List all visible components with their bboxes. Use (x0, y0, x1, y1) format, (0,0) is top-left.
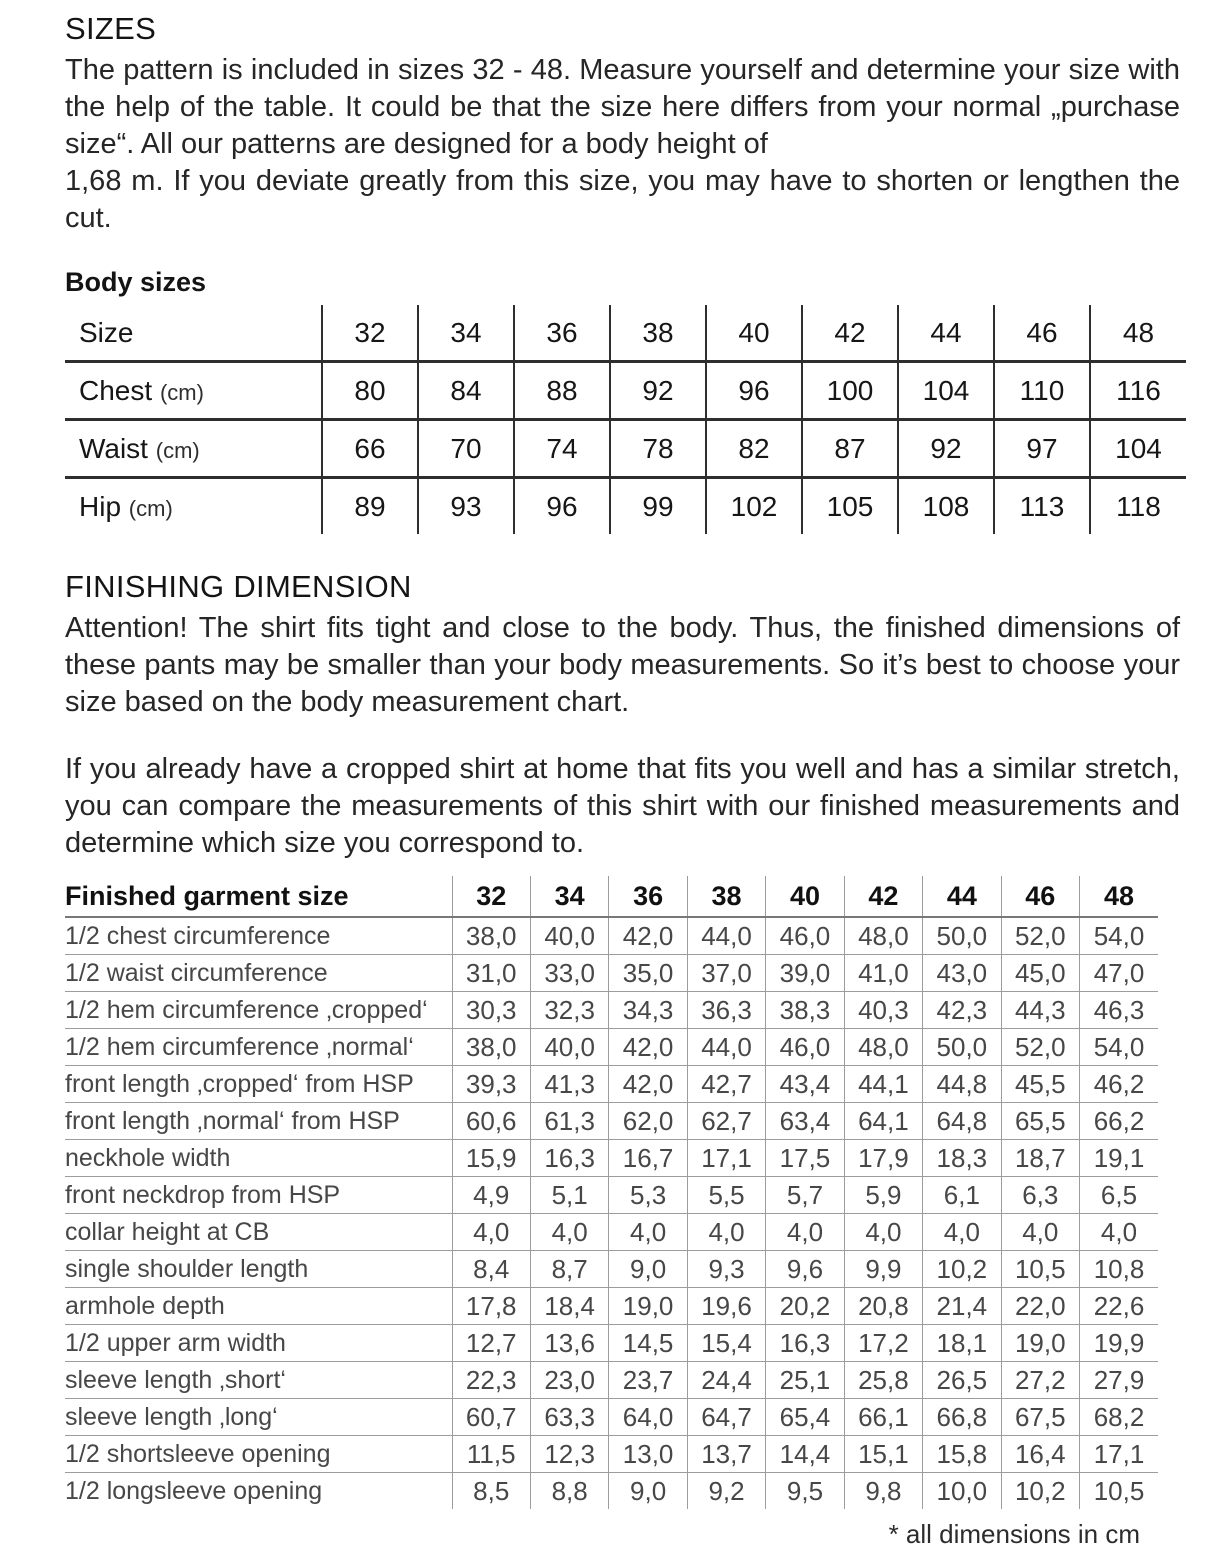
value-cell: 43,0 (923, 955, 1001, 992)
value-cell: 16,7 (609, 1140, 687, 1177)
value-cell: 66,1 (844, 1399, 922, 1436)
value-cell: 15,8 (923, 1436, 1001, 1473)
value-cell: 27,2 (1001, 1362, 1079, 1399)
value-cell: 9,6 (766, 1251, 844, 1288)
value-cell: 50,0 (923, 917, 1001, 955)
value-cell: 102 (706, 478, 802, 535)
value-cell: 36,3 (687, 992, 765, 1029)
sizes-paragraph-part1: The pattern is included in sizes 32 - 48. Measure yourself and determine your size with the help of the table. It could be that the size here differs from your normal „purchase size“. All our patterns are designed for a body height of (65, 54, 1180, 160)
value-cell: 5,7 (766, 1177, 844, 1214)
value-cell: 67,5 (1001, 1399, 1079, 1436)
value-cell: 62,7 (687, 1103, 765, 1140)
value-cell: 9,0 (609, 1251, 687, 1288)
value-cell: 10,5 (1093, 1475, 1145, 1506)
value-cell: 14,4 (766, 1436, 844, 1473)
finishing-paragraph-1: Attention! The shirt fits tight and close to the body. Thus, the finished dimensions of these pants may be smaller than your body measurements. So it’s best to choose your size based on the body measurement chart. (65, 612, 1180, 718)
value-cell: 8,7 (530, 1251, 608, 1288)
body-table-hip-row (65, 478, 1186, 535)
value-cell: 9,3 (687, 1251, 765, 1288)
value-cell: 38,3 (766, 992, 844, 1029)
value-cell: 19,0 (609, 1288, 687, 1325)
value-cell: 40,0 (530, 1029, 608, 1066)
value-cell: 50,0 (923, 1029, 1001, 1066)
value-cell: 10,8 (1093, 1253, 1145, 1284)
size-header-cell: 40 (706, 305, 802, 362)
value-cell: 17,1 (1093, 1438, 1145, 1469)
value-cell: 88 (514, 362, 610, 420)
value-cell: 42,0 (609, 1029, 687, 1066)
value-cell: 4,0 (530, 1214, 608, 1251)
value-cell: 78 (610, 420, 706, 478)
value-cell: 6,1 (923, 1177, 1001, 1214)
size-header-cell: 42 (802, 305, 898, 362)
value-cell: 41,0 (844, 955, 922, 992)
value-cell: 12,3 (530, 1436, 608, 1473)
value-cell: 11,5 (452, 1436, 530, 1473)
measurement-label: 1/2 shortsleeve opening (65, 1436, 452, 1473)
value-cell: 64,7 (687, 1399, 765, 1436)
value-cell: 42,0 (609, 917, 687, 955)
value-cell: 104 (1090, 420, 1186, 478)
value-cell: 54,0 (1093, 1031, 1145, 1062)
value-cell: 16,3 (766, 1325, 844, 1362)
measurement-row (65, 1103, 1158, 1140)
value-cell: 4,0 (766, 1214, 844, 1251)
size-header-cell: 44 (898, 305, 994, 362)
row-label-text: Hip (79, 490, 122, 522)
size-header-cell: 48 (1103, 880, 1135, 911)
value-cell: 8,4 (452, 1251, 530, 1288)
body-sizes-heading: Body sizes (65, 267, 207, 297)
value-cell: 113 (994, 478, 1090, 535)
value-cell: 4,0 (609, 1214, 687, 1251)
value-cell: 22,6 (1093, 1290, 1145, 1321)
value-cell: 14,5 (609, 1325, 687, 1362)
value-cell: 6,5 (1100, 1179, 1138, 1210)
value-cell: 19,0 (1001, 1325, 1079, 1362)
value-cell: 5,9 (844, 1177, 922, 1214)
size-header-cell: 38 (687, 876, 765, 917)
value-cell: 21,4 (923, 1288, 1001, 1325)
value-cell: 66,2 (1093, 1105, 1145, 1136)
value-cell: 47,0 (1093, 957, 1145, 988)
value-cell: 38,0 (452, 917, 530, 955)
value-cell: 60,6 (452, 1103, 530, 1140)
value-cell: 18,3 (923, 1140, 1001, 1177)
measurement-label: armhole depth (65, 1288, 452, 1325)
value-cell: 8,8 (530, 1473, 608, 1510)
finished-garment-size-label: Finished garment size (65, 876, 452, 917)
value-cell: 4,0 (1001, 1214, 1079, 1251)
row-label-hip (65, 478, 322, 535)
value-cell: 16,3 (530, 1140, 608, 1177)
row-label-unit: (cm) (155, 437, 200, 463)
value-cell: 52,0 (1001, 917, 1079, 955)
value-cell: 43,4 (766, 1066, 844, 1103)
value-cell: 52,0 (1001, 1029, 1079, 1066)
value-cell: 17,9 (844, 1140, 922, 1177)
sizes-heading: SIZES (65, 11, 157, 46)
value-cell: 17,2 (844, 1325, 922, 1362)
value-cell: 104 (898, 362, 994, 420)
measurement-label: neckhole width (65, 1140, 452, 1177)
measurement-row (65, 1140, 1158, 1177)
value-cell: 60,7 (452, 1399, 530, 1436)
value-cell: 15,1 (844, 1436, 922, 1473)
body-table-waist-row (65, 420, 1186, 478)
value-cell: 5,5 (687, 1177, 765, 1214)
value-cell: 18,4 (530, 1288, 608, 1325)
body-table-chest-row (65, 362, 1186, 420)
value-cell: 22,3 (452, 1362, 530, 1399)
value-cell: 6,3 (1001, 1177, 1079, 1214)
measurement-row (65, 1436, 1158, 1473)
value-cell: 15,4 (687, 1325, 765, 1362)
value-cell: 64,1 (844, 1103, 922, 1140)
value-cell: 13,7 (687, 1436, 765, 1473)
value-cell: 92 (898, 420, 994, 478)
value-cell: 9,8 (844, 1473, 922, 1510)
value-cell: 42,0 (609, 1066, 687, 1103)
value-cell: 18,7 (1001, 1140, 1079, 1177)
value-cell: 37,0 (687, 955, 765, 992)
value-cell: 44,3 (1001, 992, 1079, 1029)
value-cell: 24,4 (687, 1362, 765, 1399)
size-header-cell: 42 (844, 876, 922, 917)
measurement-row (65, 1473, 1158, 1510)
sizes-paragraph (65, 52, 1180, 237)
measurement-label: collar height at CB (65, 1214, 452, 1251)
value-cell: 10,5 (1001, 1251, 1079, 1288)
measurement-row (65, 1399, 1158, 1436)
value-cell: 17,5 (766, 1140, 844, 1177)
value-cell: 20,8 (844, 1288, 922, 1325)
value-cell: 10,0 (923, 1473, 1001, 1510)
value-cell: 27,9 (1093, 1364, 1145, 1395)
size-header-cell: 34 (530, 876, 608, 917)
measurement-row (65, 1362, 1158, 1399)
value-cell: 30,3 (452, 992, 530, 1029)
value-cell: 46,0 (766, 917, 844, 955)
value-cell: 9,9 (844, 1251, 922, 1288)
measurement-row (65, 1066, 1158, 1103)
value-cell: 32,3 (530, 992, 608, 1029)
value-cell: 33,0 (530, 955, 608, 992)
value-cell: 48,0 (844, 917, 922, 955)
finishing-paragraph-2: If you already have a cropped shirt at home that fits you well and has a similar stretch, you can compare the measurements of this shirt with our finished measurements and determine which size you correspond to. (65, 753, 1180, 859)
value-cell: 13,0 (609, 1436, 687, 1473)
value-cell: 46,2 (1093, 1068, 1145, 1099)
row-label-size: Size (65, 305, 322, 362)
value-cell: 96 (706, 362, 802, 420)
body-sizes-table (65, 305, 1186, 534)
value-cell: 40,0 (530, 917, 608, 955)
dimensions-footnote: * all dimensions in cm (888, 1519, 1140, 1549)
value-cell: 25,8 (844, 1362, 922, 1399)
measurement-label: front length ‚normal‘ from HSP (65, 1103, 452, 1140)
value-cell: 84 (418, 362, 514, 420)
size-header-cell: 46 (1001, 876, 1079, 917)
value-cell: 44,1 (844, 1066, 922, 1103)
measurement-row (65, 917, 1158, 955)
value-cell: 18,1 (923, 1325, 1001, 1362)
value-cell: 23,7 (609, 1362, 687, 1399)
value-cell: 74 (514, 420, 610, 478)
value-cell: 63,3 (530, 1399, 608, 1436)
row-label-waist (65, 420, 322, 478)
value-cell: 17,1 (687, 1140, 765, 1177)
size-header-cell: 34 (418, 305, 514, 362)
value-cell: 8,5 (452, 1473, 530, 1510)
measurement-label: 1/2 longsleeve opening (65, 1473, 452, 1510)
measurement-row (65, 1251, 1158, 1288)
size-header-cell: 36 (609, 876, 687, 917)
value-cell: 116 (1090, 362, 1186, 420)
measurement-row (65, 992, 1158, 1029)
value-cell: 68,2 (1093, 1401, 1145, 1432)
value-cell: 46,3 (1093, 994, 1145, 1025)
size-header-cell: 48 (1090, 305, 1186, 362)
size-header-cell: 38 (610, 305, 706, 362)
measurement-label: 1/2 upper arm width (65, 1325, 452, 1362)
value-cell: 44,8 (923, 1066, 1001, 1103)
value-cell: 31,0 (452, 955, 530, 992)
value-cell: 65,4 (766, 1399, 844, 1436)
value-cell: 48,0 (844, 1029, 922, 1066)
measurement-label: 1/2 chest circumference (65, 917, 452, 955)
value-cell: 70 (418, 420, 514, 478)
measurement-label: single shoulder length (65, 1251, 452, 1288)
value-cell: 20,2 (766, 1288, 844, 1325)
row-label-text: Waist (79, 432, 148, 464)
value-cell: 99 (610, 478, 706, 535)
size-header-cell: 32 (452, 876, 530, 917)
value-cell: 93 (418, 478, 514, 535)
value-cell: 105 (802, 478, 898, 535)
value-cell: 64,0 (609, 1399, 687, 1436)
value-cell: 44,0 (687, 1029, 765, 1066)
value-cell: 39,0 (766, 955, 844, 992)
value-cell: 4,0 (452, 1214, 530, 1251)
value-cell: 39,3 (452, 1066, 530, 1103)
value-cell: 63,4 (766, 1103, 844, 1140)
value-cell: 100 (802, 362, 898, 420)
value-cell: 23,0 (530, 1362, 608, 1399)
value-cell: 4,0 (1100, 1216, 1138, 1247)
measurement-row (65, 1325, 1158, 1362)
value-cell: 12,7 (452, 1325, 530, 1362)
value-cell: 10,2 (1001, 1473, 1079, 1510)
measurement-label: front neckdrop from HSP (65, 1177, 452, 1214)
finished-table-header-row (65, 876, 1158, 917)
size-header-cell: 44 (923, 876, 1001, 917)
value-cell: 61,3 (530, 1103, 608, 1140)
measurement-label: 1/2 waist circumference (65, 955, 452, 992)
finishing-dimension-heading: FINISHING DIMENSION (65, 569, 412, 604)
value-cell: 22,0 (1001, 1288, 1079, 1325)
value-cell: 42,7 (687, 1066, 765, 1103)
measurement-label: 1/2 hem circumference ‚normal‘ (65, 1029, 452, 1066)
value-cell: 16,4 (1001, 1436, 1079, 1473)
value-cell: 19,1 (1093, 1142, 1145, 1173)
value-cell: 42,3 (923, 992, 1001, 1029)
size-header-cell: 40 (766, 876, 844, 917)
row-label-text: Chest (79, 374, 153, 406)
value-cell: 89 (322, 478, 418, 535)
value-cell: 13,6 (530, 1325, 608, 1362)
size-header-cell: 36 (514, 305, 610, 362)
value-cell: 4,0 (687, 1214, 765, 1251)
value-cell: 45,0 (1001, 955, 1079, 992)
value-cell: 35,0 (609, 955, 687, 992)
measurement-row (65, 1177, 1158, 1214)
value-cell: 15,9 (452, 1140, 530, 1177)
value-cell: 41,3 (530, 1066, 608, 1103)
value-cell: 96 (514, 478, 610, 535)
value-cell: 9,2 (687, 1473, 765, 1510)
measurement-row (65, 1029, 1158, 1066)
measurement-row (65, 955, 1158, 992)
value-cell: 26,5 (923, 1362, 1001, 1399)
value-cell: 66 (322, 420, 418, 478)
measurement-label: sleeve length ‚long‘ (65, 1399, 452, 1436)
value-cell: 110 (994, 362, 1090, 420)
value-cell: 64,8 (923, 1103, 1001, 1140)
value-cell: 97 (994, 420, 1090, 478)
measurement-row (65, 1288, 1158, 1325)
value-cell: 17,8 (452, 1288, 530, 1325)
value-cell: 5,3 (609, 1177, 687, 1214)
value-cell: 4,0 (923, 1214, 1001, 1251)
value-cell: 38,0 (452, 1029, 530, 1066)
value-cell: 34,3 (609, 992, 687, 1029)
value-cell: 5,1 (530, 1177, 608, 1214)
row-label-unit: (cm) (159, 379, 204, 405)
value-cell: 118 (1090, 478, 1186, 535)
value-cell: 40,3 (844, 992, 922, 1029)
sizes-paragraph-part2: 1,68 m. If you deviate greatly from this size, you may have to shorten or lengthen the cut. (65, 165, 1180, 234)
value-cell: 87 (802, 420, 898, 478)
value-cell: 108 (898, 478, 994, 535)
row-label-unit: (cm) (128, 495, 173, 521)
measurement-label: front length ‚cropped‘ from HSP (65, 1066, 452, 1103)
value-cell: 10,2 (923, 1251, 1001, 1288)
measurement-row (65, 1214, 1158, 1251)
value-cell: 4,0 (844, 1214, 922, 1251)
value-cell: 82 (706, 420, 802, 478)
value-cell: 19,9 (1093, 1327, 1145, 1358)
value-cell: 4,9 (452, 1177, 530, 1214)
value-cell: 66,8 (923, 1399, 1001, 1436)
value-cell: 44,0 (687, 917, 765, 955)
row-label-chest (65, 362, 322, 420)
measurement-label: sleeve length ‚short‘ (65, 1362, 452, 1399)
value-cell: 9,5 (766, 1473, 844, 1510)
value-cell: 92 (610, 362, 706, 420)
value-cell: 62,0 (609, 1103, 687, 1140)
value-cell: 80 (322, 362, 418, 420)
value-cell: 54,0 (1093, 920, 1145, 951)
measurement-label: 1/2 hem circumference ‚cropped‘ (65, 992, 452, 1029)
finished-garment-table (65, 876, 1158, 1509)
value-cell: 45,5 (1001, 1066, 1079, 1103)
size-header-cell: 32 (322, 305, 418, 362)
value-cell: 46,0 (766, 1029, 844, 1066)
value-cell: 9,0 (609, 1473, 687, 1510)
value-cell: 65,5 (1001, 1103, 1079, 1140)
value-cell: 19,6 (687, 1288, 765, 1325)
value-cell: 25,1 (766, 1362, 844, 1399)
size-header-cell: 46 (994, 305, 1090, 362)
body-table-size-row (65, 305, 1186, 362)
